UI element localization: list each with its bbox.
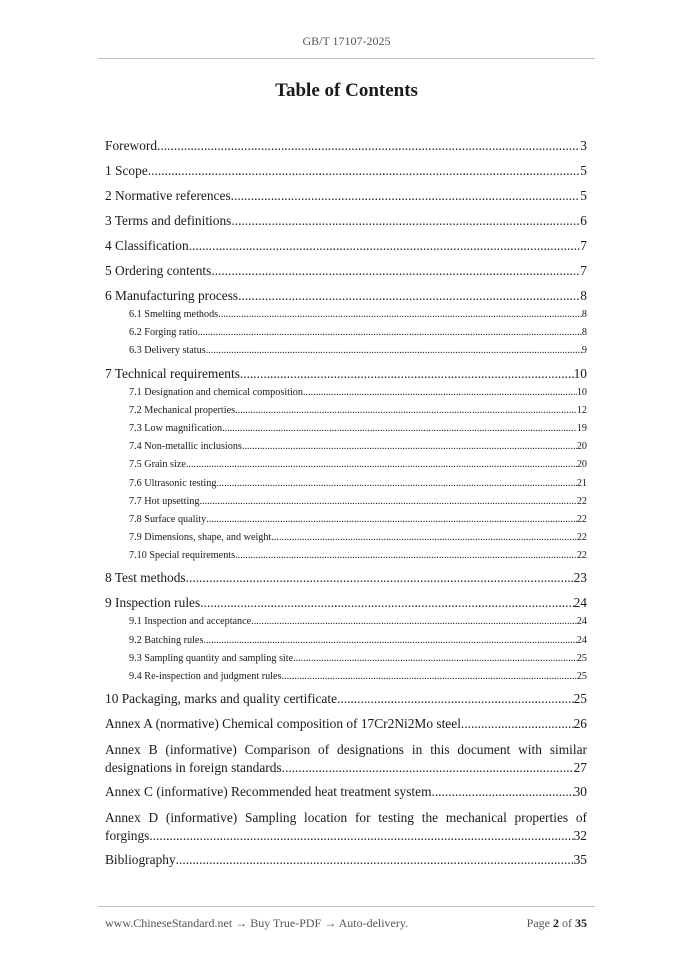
dot-leader xyxy=(293,652,577,665)
toc-entry-label: designations in foreign standards xyxy=(105,760,282,776)
dot-leader xyxy=(186,570,574,586)
dot-leader xyxy=(303,386,577,399)
toc-entry[interactable] xyxy=(105,440,587,458)
dot-leader xyxy=(216,477,576,490)
toc-entry-label: 5 Ordering contents xyxy=(105,263,212,278)
toc-entry[interactable] xyxy=(105,570,587,595)
toc-entry-label: 7.4 Non-metallic inclusions xyxy=(129,441,242,453)
toc-entry-page: 3 xyxy=(580,138,587,153)
toc-entry-page: 10 xyxy=(573,365,587,381)
toc-entry-label: 6 Manufacturing process xyxy=(105,288,239,303)
header-divider xyxy=(98,58,595,59)
website-link[interactable]: www.ChineseStandard.net xyxy=(105,916,233,930)
dot-leader xyxy=(206,513,577,526)
toc-entry-label: Foreword xyxy=(105,138,158,153)
dot-leader xyxy=(148,163,581,179)
toc-entry[interactable] xyxy=(105,386,587,404)
toc-entry-label: 7.9 Dimensions, shape, and weight xyxy=(129,532,272,544)
toc-entry[interactable] xyxy=(105,670,587,688)
toc-entry-page: 35 xyxy=(573,852,587,868)
document-code: GB/T 17107-2025 xyxy=(302,34,391,48)
toc-entry[interactable] xyxy=(105,263,587,288)
page-indicator xyxy=(527,916,587,931)
page-prefix: Page xyxy=(526,916,550,930)
toc-entry-label: 10 Packaging, marks and quality certificate xyxy=(105,691,338,707)
toc-entry-label: 2 Normative references xyxy=(105,188,231,203)
toc-entry[interactable] xyxy=(105,477,587,495)
dot-leader xyxy=(222,422,577,435)
dot-leader xyxy=(271,531,576,544)
toc-entry-page: 8 xyxy=(581,309,587,320)
toc-entry-label: 8 Test methods xyxy=(105,570,186,586)
dot-leader xyxy=(282,670,577,683)
toc-entry-label: 1 Scope xyxy=(105,163,148,178)
toc-entry-label: 7.5 Grain size xyxy=(129,459,186,471)
toc-entry-label: 7.6 Ultrasonic testing xyxy=(129,477,217,489)
toc-entry[interactable] xyxy=(105,634,587,652)
toc-entry[interactable] xyxy=(105,288,587,308)
toc-entry-page: 8 xyxy=(580,288,587,303)
toc-entry[interactable] xyxy=(105,326,587,344)
dot-leader xyxy=(189,238,581,254)
toc-entry[interactable] xyxy=(105,495,587,513)
toc-entry[interactable] xyxy=(105,652,587,670)
toc-entry[interactable] xyxy=(105,531,587,549)
toc-entry[interactable] xyxy=(105,784,587,809)
footer-promo xyxy=(105,916,408,931)
dot-leader xyxy=(251,615,577,628)
toc-entry-page: 10 xyxy=(576,386,587,398)
promo-text: → Buy True-PDF → Auto-delivery. xyxy=(232,916,409,930)
toc-entry[interactable] xyxy=(105,188,587,213)
toc-entry-label: 4 Classification xyxy=(105,238,189,253)
toc-entry[interactable] xyxy=(105,759,587,777)
toc-entry-page: 22 xyxy=(576,550,587,562)
toc-entry[interactable] xyxy=(105,404,587,422)
dot-leader xyxy=(337,691,574,707)
page-of: of xyxy=(562,916,572,930)
toc-entry-label: 9.2 Batching rules xyxy=(129,634,204,646)
toc-entry[interactable] xyxy=(105,458,587,476)
toc-entry-wrapped[interactable] xyxy=(105,809,587,845)
toc-entry-page: 32 xyxy=(573,828,587,844)
toc-entry-wrapped[interactable] xyxy=(105,741,587,777)
dot-leader xyxy=(218,308,582,321)
toc-entry-label: 6.1 Smelting methods xyxy=(129,309,219,320)
toc-entry-page: 22 xyxy=(576,532,587,544)
toc-entry-page: 25 xyxy=(576,652,587,664)
dot-leader xyxy=(461,716,574,732)
dot-leader xyxy=(211,263,580,279)
toc-entry-label: 3 Terms and definitions xyxy=(105,213,232,228)
dot-leader xyxy=(231,188,581,204)
toc-entry[interactable] xyxy=(105,344,587,362)
toc-entry-label: 7.2 Mechanical properties xyxy=(129,404,236,416)
dot-leader xyxy=(206,344,582,357)
dot-leader xyxy=(198,326,582,339)
toc-entry[interactable] xyxy=(105,691,587,716)
document-header xyxy=(0,34,693,49)
toc-entry-label: 6.2 Forging ratio xyxy=(129,327,198,339)
dot-leader xyxy=(157,138,580,154)
toc-entry[interactable] xyxy=(105,238,587,263)
toc-entry[interactable] xyxy=(105,716,587,741)
toc-entry[interactable] xyxy=(105,615,587,633)
toc-entry[interactable] xyxy=(105,513,587,531)
toc-entry-page: 24 xyxy=(576,634,587,646)
toc-entry-label-line1: Annex D (informative) Sampling location for testing the mechanical properties of xyxy=(105,810,587,826)
dot-leader xyxy=(431,784,573,800)
toc-entry-page: 30 xyxy=(573,784,587,800)
toc-entry-page: 7 xyxy=(580,263,587,278)
toc-entry-label: 7 Technical requirements xyxy=(105,365,240,381)
toc-entry-label: 9.1 Inspection and acceptance xyxy=(129,616,252,628)
toc-entry-page: 21 xyxy=(576,477,587,489)
toc-entry[interactable] xyxy=(105,366,587,386)
toc-entry[interactable] xyxy=(105,595,587,615)
toc-entry[interactable] xyxy=(105,308,587,326)
toc-entry-page: 5 xyxy=(580,163,587,178)
toc-entry-page: 8 xyxy=(581,327,587,339)
toc-entry-page: 22 xyxy=(576,513,587,525)
toc-entry-page: 12 xyxy=(576,404,587,416)
toc-entry-label: 6.3 Delivery status xyxy=(129,345,206,357)
toc-entry-page: 25 xyxy=(576,671,587,682)
dot-leader xyxy=(199,495,576,508)
dot-leader xyxy=(238,288,580,304)
toc-entry-page: 5 xyxy=(580,188,587,203)
toc-entry-page: 26 xyxy=(573,716,587,732)
toc-entry-label: 7.7 Hot upsetting xyxy=(129,495,200,507)
table-of-contents xyxy=(105,138,587,877)
toc-entry[interactable] xyxy=(105,163,587,188)
toc-entry-label: forgings xyxy=(105,828,150,844)
footer-divider xyxy=(98,906,595,907)
toc-entry-page: 9 xyxy=(581,345,587,357)
toc-entry-page: 6 xyxy=(580,213,587,228)
toc-entry[interactable] xyxy=(105,138,587,163)
dot-leader xyxy=(240,366,574,382)
toc-entry-page: 24 xyxy=(573,595,587,611)
page-current: 2 xyxy=(553,916,559,930)
toc-entry-label: 7.8 Surface quality xyxy=(129,513,207,525)
toc-entry-page: 22 xyxy=(576,495,587,507)
toc-entry[interactable] xyxy=(105,422,587,440)
toc-entry-page: 20 xyxy=(576,441,587,453)
toc-entry-label: 7.1 Designation and chemical composition xyxy=(129,386,303,398)
toc-entry-label: Bibliography xyxy=(105,852,176,868)
document-footer xyxy=(105,916,587,931)
toc-entry-page: 23 xyxy=(573,570,587,586)
toc-entry[interactable] xyxy=(105,549,587,567)
dot-leader xyxy=(242,440,577,453)
dot-leader xyxy=(231,213,580,229)
dot-leader xyxy=(186,458,577,471)
dot-leader xyxy=(149,827,573,845)
page-title: Table of Contents xyxy=(275,80,418,101)
page-total: 35 xyxy=(575,916,587,930)
toc-entry-label: 7.3 Low magnification xyxy=(129,422,223,434)
toc-entry-page: 27 xyxy=(573,760,587,776)
dot-leader xyxy=(200,595,573,611)
toc-entry-page: 19 xyxy=(576,422,587,434)
dot-leader xyxy=(235,404,577,417)
toc-entry[interactable] xyxy=(105,213,587,238)
toc-entry-label: 7.10 Special requirements xyxy=(129,550,236,562)
toc-entry-page: 20 xyxy=(576,459,587,471)
toc-entry-label: Annex C (informative) Recommended heat treatment system xyxy=(105,784,432,800)
toc-entry-page: 24 xyxy=(576,616,587,628)
toc-entry[interactable] xyxy=(105,827,587,845)
dot-leader xyxy=(203,634,576,647)
toc-entry[interactable] xyxy=(105,852,587,877)
toc-entry-label: Annex A (normative) Chemical composition of 17Cr2Ni2Mo steel xyxy=(105,716,461,732)
toc-entry-page: 7 xyxy=(580,238,587,253)
toc-entry-label: 9.3 Sampling quantity and sampling site xyxy=(129,652,294,664)
toc-entry-label: 9 Inspection rules xyxy=(105,595,201,611)
toc-entry-page: 25 xyxy=(573,691,587,707)
dot-leader xyxy=(282,759,574,777)
dot-leader xyxy=(235,549,577,562)
toc-entry-label-line1: Annex B (informative) Comparison of designations in this document with similar xyxy=(105,742,587,758)
dot-leader xyxy=(176,852,574,868)
toc-entry-label: 9.4 Re-inspection and judgment rules xyxy=(129,671,282,682)
